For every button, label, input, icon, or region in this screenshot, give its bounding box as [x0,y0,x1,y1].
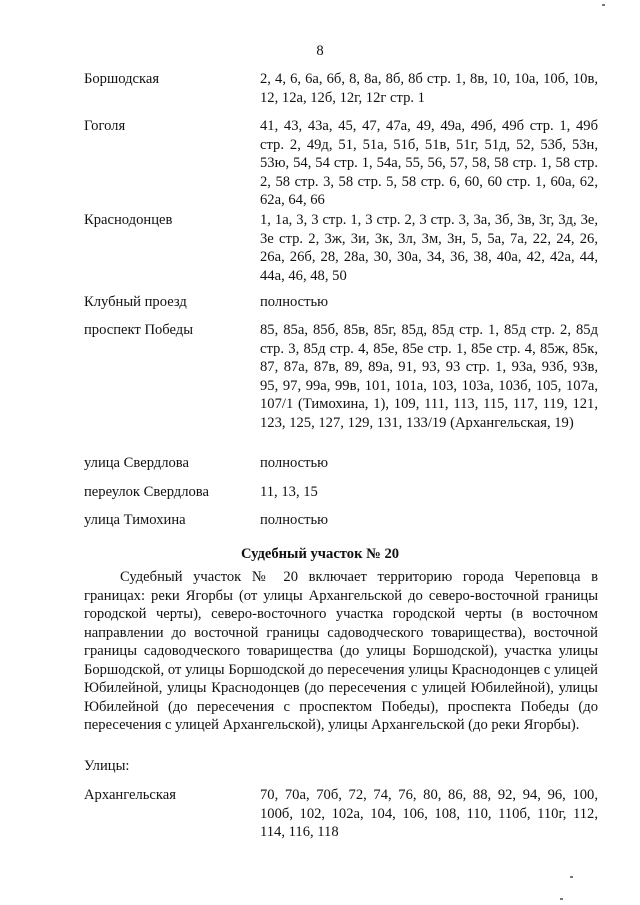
house-numbers: полностью [260,455,329,471]
house-numbers: 1, 1а, 3, 3 стр. 1, 3 стр. 2, 3 стр. 3, 3а, 3б, 3в, 3г, 3д, 3е, 3е стр. 2, 3ж, 3и, 3к, 3л, 3м, 3н, 5, 5а, 7а, 22, 24, 26, 26а, 26б, 28, 28а, 30, 30а, 34, 36, 38, 40а, 42, 42а, 44, 44а, 46, 48, 50 [260,212,598,284]
street-name: Боршодская [84,71,160,87]
street-name: Гоголя [84,118,126,134]
street-name: проспект Победы [84,322,194,338]
streets-label: Улицы: [84,758,130,774]
house-numbers: полностью [260,512,329,528]
street-name: улица Тимохина [84,512,186,528]
scan-speck [570,876,573,878]
house-numbers: 41, 43, 43а, 45, 47, 47а, 49, 49а, 49б, 49б стр. 1, 49б стр. 2, 49д, 51, 51а, 51б, 51в, 51г, 51д, 52, 53б, 53н, 53ю, 54, 54 стр. 1, 54а, 55, 56, 57, 58, 58 стр. 1, 58 стр. 2, 58 стр. 3, 58 стр. 5, 58 стр. 6, 60, 60 стр. 1, 60а, 62, 62а, 64, 66 [260,118,598,208]
street-name: Архангельская [84,787,176,803]
street-name: Краснодонцев [84,212,173,228]
street-name: переулок Свердлова [84,484,209,500]
section-description: Судебный участок № 20 включает территорию города Череповца в границах: реки Ягорбы (от улицы Архангельской до северо-восточной границы городской черты), северо-восточного участка городской черты (в восточном направлении до восточной границы садоводческого товарищества), восточной границы садоводческого товарищества (до улицы Боршодской), участка улицы Боршодской, от улицы Боршодской до пересечения улицы Краснодонцев с улицей Юбилейной, улицы Краснодонцев (до пересечения с улицей Юбилейной), улицы Юбилейной (до пересечения с проспектом Победы), проспекта Победы (до пересечения с улицей Архангельской), улицы Архангельской (до реки Ягорбы). [84,569,598,733]
scan-speck [602,4,605,6]
house-numbers: 2, 4, 6, 6а, 6б, 8, 8а, 8б, 8б стр. 1, 8в, 10, 10а, 10б, 10в, 12, 12а, 12б, 12г, 12г стр. 1 [260,71,598,106]
house-numbers: 11, 13, 15 [260,484,318,500]
street-name: улица Свердлова [84,455,189,471]
street-name: Клубный проезд [84,294,187,310]
house-numbers: 85, 85а, 85б, 85в, 85г, 85д, 85д стр. 1, 85д стр. 2, 85д стр. 3, 85д стр. 4, 85е, 85е стр. 1, 85е стр. 4, 85ж, 85к, 87, 87а, 87в, 89, 89а, 91, 93, 93 стр. 1, 93а, 93б, 93в, 95, 97, 99а, 99в, 101, 101а, 103, 103а, 103б, 105, 107а, 107/1 (Тимохина, 1), 109, 111, 113, 115, 117, 119, 121, 123, 125, 127, 129, 131, 133/19 (Архангельская, 19) [260,322,598,431]
section-title: Судебный участок № 20 [240,546,400,562]
scan-speck [560,898,563,900]
house-numbers: 70, 70а, 70б, 72, 74, 76, 80, 86, 88, 92, 94, 96, 100, 100б, 102, 102а, 104, 106, 108, 110, 110б, 110г, 112, 114, 116, 118 [260,787,598,840]
house-numbers: полностью [260,294,329,310]
page-number: 8 [316,43,324,59]
